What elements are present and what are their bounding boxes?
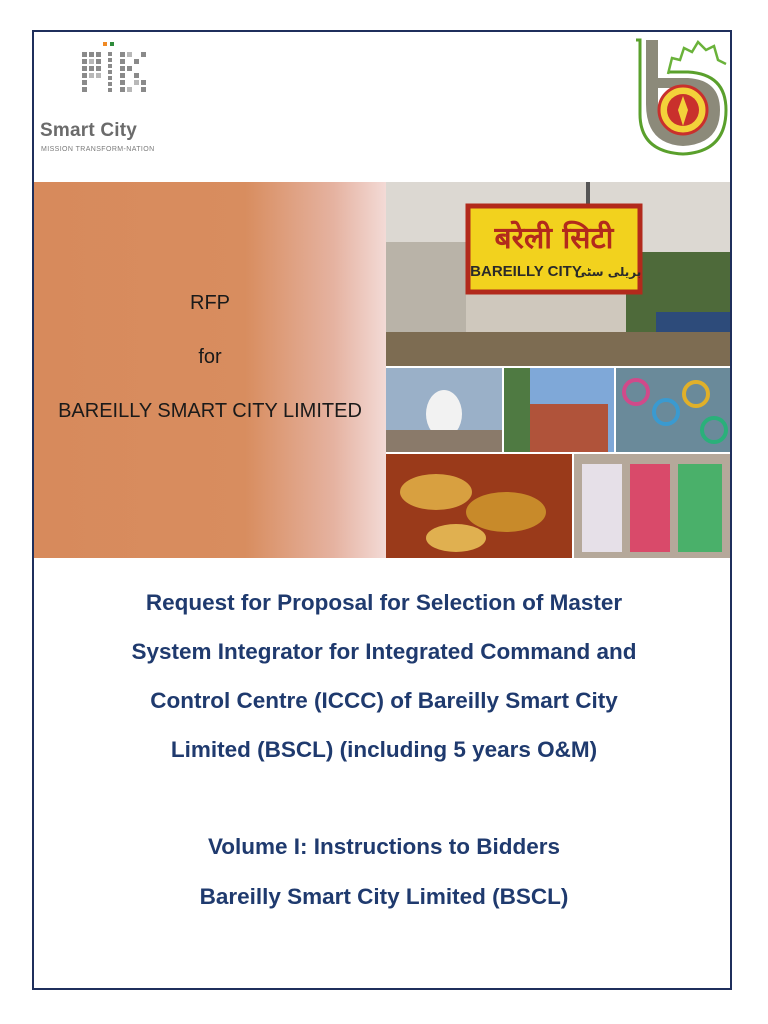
banner-line-rfp: RFP xyxy=(190,292,230,314)
bareilly-b-emblem-icon xyxy=(628,34,732,160)
sign-urdu-text: بریلی سٹی xyxy=(574,265,642,279)
issuer-name: Bareilly Smart City Limited (BSCL) xyxy=(199,884,569,909)
title-line-2: System Integrator for Integrated Command and xyxy=(131,639,637,664)
banner-line-company: BAREILLY SMART CITY LIMITED xyxy=(58,400,362,422)
sign-hindi-text: बरेली सिटी xyxy=(494,221,614,256)
bareilly-emblem-logo xyxy=(628,34,732,160)
cover-banner xyxy=(34,182,730,558)
smart-city-emblem-icon xyxy=(40,36,180,116)
volume-heading xyxy=(60,822,708,922)
smart-city-wordmark: Smart City xyxy=(40,120,138,141)
smart-city-tagline: MISSION TRANSFORM-NATION xyxy=(41,146,155,153)
title-line-3: Control Centre (ICCC) of Bareilly Smart City xyxy=(150,688,618,713)
banner-line-for: for xyxy=(198,346,222,368)
title-line-4: Limited (BSCL) (including 5 years O&M) xyxy=(170,737,598,762)
banner-text-panel xyxy=(34,182,386,558)
title-line-1: Request for Proposal for Selection of Master xyxy=(145,590,623,615)
sign-english-text: BAREILLY CITY xyxy=(470,263,582,280)
city-photo-collage xyxy=(386,182,730,558)
document-title xyxy=(60,578,708,774)
volume-title: Volume I: Instructions to Bidders xyxy=(207,834,561,859)
smart-city-logo xyxy=(40,36,180,161)
collage-image xyxy=(386,182,730,558)
